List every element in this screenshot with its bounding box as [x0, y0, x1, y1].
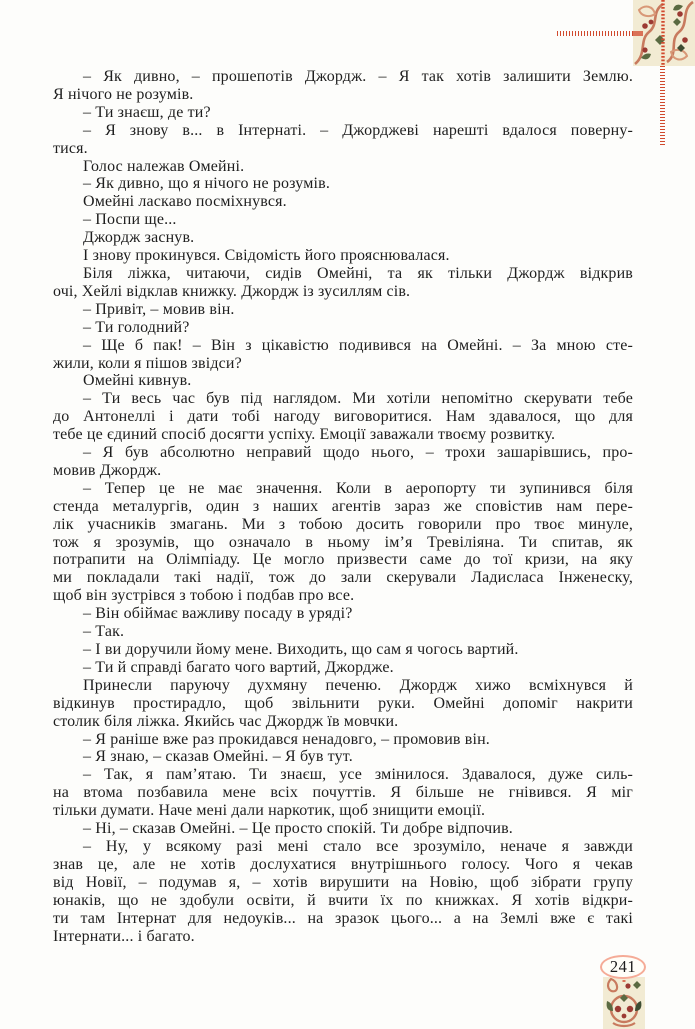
page-number: 241 — [609, 957, 637, 976]
text-line: тож я зрозумів, що означало в ньому ім’я Тревіліяна. Ти спитав, як — [53, 533, 633, 551]
text-line: – Він обіймає важливу посаду в уряді? — [83, 605, 353, 623]
text-line: до Антонеллі і дати тобі нагоду виговоритися. Нам здавалося, що для — [53, 408, 633, 426]
text-line: ти там Інтернат для недоуків... на зразок цього... а на Землі вже є такі — [53, 909, 633, 927]
text-line: – Привіт, – мовив він. — [83, 300, 235, 318]
text-line: – Ти весь час був під наглядом. Ми хотіли непомітно скерувати тебе — [83, 390, 633, 408]
text-line: Я нічого не розумів. — [53, 85, 194, 103]
text-line: – Ти голодний? — [83, 318, 190, 336]
text-line: ми покладали такі надії, тож до зали скерували Ладисласа Інженеску, — [53, 569, 633, 587]
text-line: – Ти знаєш, де ти? — [83, 103, 211, 121]
text-line: Джордж заснув. — [83, 229, 195, 247]
text-line: – Ну, у всякому разі мені стало все зрозуміло, неначе я завжди — [83, 837, 633, 855]
page-number-badge — [600, 955, 646, 979]
text-line: – Я був абсолютно неправий щодо нього, – трохи зашарівшись, про- — [83, 444, 633, 462]
text-line: – Так. — [83, 623, 125, 641]
text-line: знав це, але не хотів дослухатися внутрішнього голосу. Чого я чекав — [53, 855, 633, 873]
ornament-bottom-right-icon — [603, 977, 645, 1029]
text-line: лік учасників змагань. Ми з тобою досить говорили про твоє минуле, — [53, 515, 633, 533]
text-line: Голос належав Омейні. — [83, 157, 245, 175]
text-line: – Поспи ще... — [83, 211, 177, 229]
text-line: мовив Джордж. — [53, 461, 162, 479]
text-line: тільки думати. Наче мені дали наркотик, щоб знищити емоції. — [53, 802, 486, 820]
text-line: – Тепер це не має значення. Коли в аеропорту ти зупинився біля — [83, 479, 633, 497]
text-line: – Я раніше вже раз прокидався ненадовго, – промовив він. — [83, 730, 490, 748]
text-line: жили, коли я пішов звідси? — [53, 354, 242, 372]
text-line: щоб він зустрівся з тобою і подбав про все. — [53, 587, 355, 605]
text-line: – І ви доручили йому мене. Виходить, що сам я чогось вартий. — [83, 641, 519, 658]
text-line: тися. — [53, 139, 88, 157]
text-line: юнаків, що не здобули освіти, й вчити їх по книжках. Я хотів відкри- — [53, 891, 633, 909]
text-line: І знову прокинувся. Свідомість його прояснювалася. — [83, 247, 450, 265]
text-line: від Новії, – подумав я, – хотів вирушити на Новію, щоб зібрати групу — [53, 873, 633, 891]
text-block — [53, 68, 633, 945]
text-line: потрапити на Олімпіаду. Це могло призвести саме до тої кризи, на яку — [53, 551, 633, 569]
text-line: Омейні кивнув. — [83, 372, 192, 390]
text-line: стенда металургів, один з наших агентів зараз же сповістив нам пере- — [53, 497, 633, 515]
text-line: – Ти й справді багато чого вартий, Джордже. — [83, 658, 394, 676]
text-line: – Як дивно, – прошепотів Джордж. – Я так хотів залишити Землю. — [83, 68, 633, 85]
dashed-rule-vertical — [660, 66, 665, 147]
ornament-top-right-icon — [633, 0, 695, 66]
text-line: тебе це єдиний спосіб досягти успіху. Емоції заважали твоєму розвитку. — [53, 426, 556, 444]
text-line: столик біля ліжка. Якийсь час Джордж їв мовчки. — [53, 712, 399, 730]
text-line: – Так, я пам’ятаю. Ти знаєш, усе змінилося. Здавалося, дуже силь- — [83, 766, 633, 784]
text-line: – Я знаю, – сказав Омейні. – Я був тут. — [83, 748, 353, 766]
text-line: – Як дивно, що я нічого не розумів. — [83, 175, 330, 193]
text-line: Інтернати... і багато. — [53, 927, 195, 945]
text-line: – Я знову в... в Інтернаті. – Джорджеві нарешті вдалося поверну- — [83, 121, 633, 139]
text-line: – Ще б пак! – Він з цікавістю подивився на Омейні. – За мною сте- — [83, 336, 633, 354]
text-line: Принесли паруючу духмяну печеню. Джордж хижо всміхнувся й — [83, 676, 633, 694]
text-line: очі, Хейлі відклав книжку. Джордж із зусиллям сів. — [53, 282, 411, 300]
text-line: відкинув простирадло, щоб звільнити руки. Омейні допоміг накрити — [53, 694, 633, 712]
dashed-rule-horizontal — [557, 31, 639, 36]
text-line: – Ні, – сказав Омейні. – Це просто спокій. Ти добре відпочив. — [83, 820, 513, 838]
text-line: на втома позбавила мене всіх почуттів. Я більше не гнівився. Я міг — [53, 784, 633, 802]
text-line: Омейні ласкаво посміхнувся. — [83, 193, 287, 211]
text-line: Біля ліжка, читаючи, сидів Омейні, та як тільки Джордж відкрив — [83, 264, 633, 282]
